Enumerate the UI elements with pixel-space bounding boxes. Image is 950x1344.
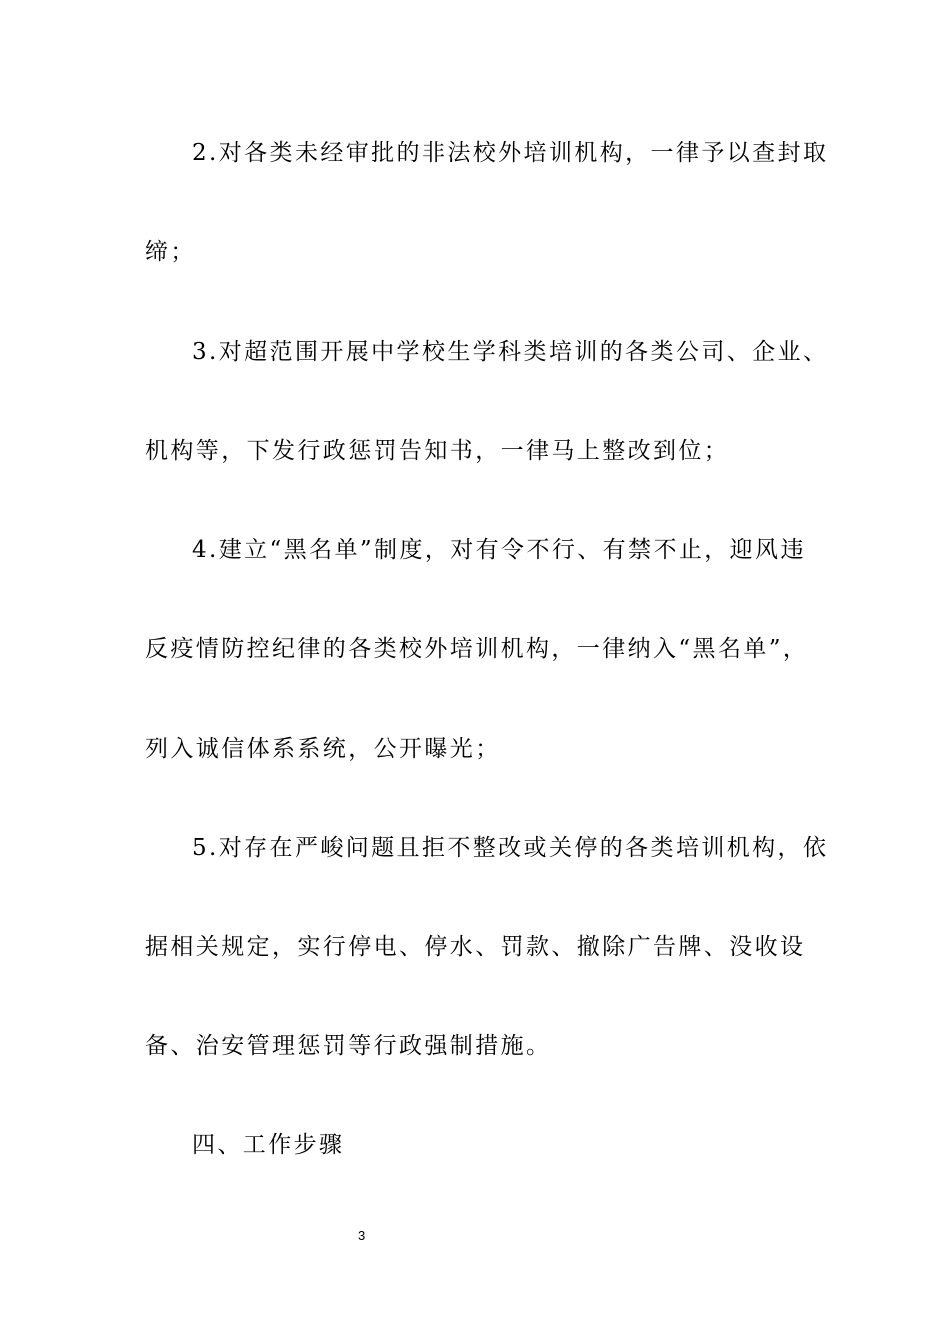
paragraph-line-3: 3.对超范围开展中学校生学科类培训的各类公司、企业、 — [192, 339, 829, 365]
paragraph-line-8: 5.对存在严峻问题且拒不整改或关停的各类培训机构，依 — [192, 835, 829, 861]
page-number: 3 — [358, 1228, 366, 1243]
paragraph-line-6: 反疫情防控纪律的各类校外培训机构，一律纳入“黑名单”， — [145, 636, 809, 662]
paragraph-line-4: 机构等，下发行政惩罚告知书，一律马上整改到位； — [145, 438, 730, 464]
paragraph-line-9: 据相关规定，实行停电、停水、罚款、撤除广告牌、没收设 — [145, 934, 806, 960]
paragraph-line-10: 备、治安管理惩罚等行政强制措施。 — [145, 1033, 552, 1059]
paragraph-line-5: 4.建立“黑名单”制度，对有令不行、有禁不止，迎风违 — [192, 537, 806, 563]
paragraph-line-1: 2.对各类未经审批的非法校外培训机构，一律予以查封取 — [192, 140, 829, 166]
section-heading: 四、工作步骤 — [192, 1132, 345, 1158]
paragraph-line-7: 列入诚信体系系统，公开曝光； — [145, 736, 501, 762]
paragraph-line-2: 缔； — [145, 239, 196, 265]
